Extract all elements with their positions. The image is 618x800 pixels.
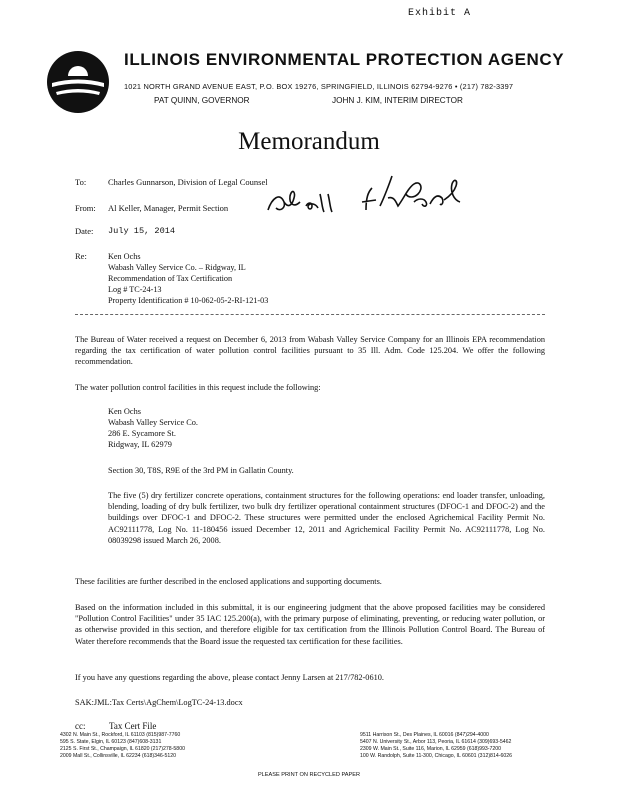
footer-office: 4302 N. Main St., Rockford, IL 61103 (815)987-7760	[60, 732, 181, 738]
paragraph-judgment: Based on the information included in this submittal, it is our engineering judgment that the above proposed facilities may be considered "Pollution Control Facilities" under 35 IAC 125.200(a), with the primary purpose of eliminating, preventing, or reducing water pollution, or as otherwise provided in this section, and therefore eligible for tax certification from the Illinois Pollution Control Board. The Bureau of Water therefore recommends that the Board issue the requested tax certification for these facilities.	[75, 603, 545, 646]
footer-office: 9511 Harrison St., Des Plaines, IL 60016 (847)294-4000	[360, 732, 489, 738]
to-value: Charles Gunnarson, Division of Legal Counsel	[108, 177, 268, 187]
footer-office: 2125 S. First St., Champaign, IL 61820 (217)278-5800	[60, 746, 185, 752]
handwritten-signature	[258, 158, 468, 220]
address-line: Ken Ochs	[108, 407, 141, 416]
paragraph-facilities-intro: The water pollution control facilities in this request include the following:	[75, 383, 321, 392]
cc-value: Tax Cert File	[109, 721, 157, 731]
memo-title: Memorandum	[238, 128, 380, 155]
paragraph-facility-description: The five (5) dry fertilizer concrete operations, containment structures for the following operations: end loader transfer, unloading, blending, loading of dry bulk fertilizer, two bulk dry fertilizer operational containment structures (DFOC-1 and DFOC-2) and the buildings over DFOC-1 and DFOC-2. These structures were permitted under the enclosed Agrichemical Facility Permit No. AC92111778, Log No. 11-180456 issued December 12, 2011 and Agrichemical Facility Permit No. AC92111778, Log No. 08039298 issued March 26, 2008.	[108, 491, 545, 545]
re-line: Ken Ochs	[108, 252, 141, 261]
address-line: 286 E. Sycamore St.	[108, 429, 176, 438]
footer-office: 2309 W. Main St., Suite 116, Marion, IL 62959 (618)993-7200	[360, 746, 502, 752]
address-line: Ridgway, IL 62979	[108, 440, 172, 449]
recycled-paper-note: PLEASE PRINT ON RECYCLED PAPER	[257, 772, 361, 778]
footer-offices-right	[360, 732, 512, 760]
re-line: Property Identification # 10-062-05-2-RI-121-03	[108, 296, 269, 305]
footer-office: 5407 N. University St., Arbor 113, Peoria, IL 61614 (309)693-5462	[360, 739, 512, 745]
footer-office: 2009 Mall St., Collinsville, IL 62234 (618)346-5120	[60, 753, 177, 759]
paragraph-request: The Bureau of Water received a request on December 6, 2013 from Wabash Valley Service Company for an Illinois EPA recommendation regarding the tax certification of water pollution control facilities pursuant to 35 Ill. Adm. Code 125.204. We offer the following recommendation.	[75, 335, 545, 367]
divider-rule	[75, 314, 545, 315]
address-line: Wabash Valley Service Co.	[108, 418, 198, 427]
footer-office: 100 W. Randolph, Suite 11-300, Chicago, IL 60601 (312)814-6026	[360, 753, 512, 759]
date-value: July 15, 2014	[108, 226, 176, 236]
agency-name: ILLINOIS ENVIRONMENTAL PROTECTION AGENCY	[124, 50, 565, 69]
cc-label: cc:	[75, 721, 86, 731]
exhibit-label: Exhibit A	[408, 8, 472, 19]
file-reference: SAK:JML:Tax Certs\AgChem\LogTC-24-13.docx	[75, 698, 243, 707]
date-label: Date:	[75, 226, 94, 236]
paragraph-enclosures: These facilities are further described in the enclosed applications and supporting documents.	[75, 577, 382, 586]
governor-name: PAT QUINN, GOVERNOR	[154, 96, 250, 105]
re-line: Log # TC-24-13	[108, 285, 162, 294]
paragraph-location: Section 30, T8S, R9E of the 3rd PM in Gallatin County.	[108, 466, 294, 475]
from-label: From:	[75, 203, 96, 213]
footer-office: 595 S. State, Elgin, IL 60123 (847)608-3131	[60, 739, 162, 745]
from-value: Al Keller, Manager, Permit Section	[108, 203, 229, 213]
re-label: Re:	[75, 251, 87, 261]
re-line: Wabash Valley Service Co. – Ridgway, IL	[108, 263, 246, 272]
to-label: To:	[75, 177, 87, 187]
agency-logo	[46, 50, 110, 114]
agency-address: 1021 NORTH GRAND AVENUE EAST, P.O. BOX 19276, SPRINGFIELD, ILLINOIS 62794-9276 • (217) 782-3397	[124, 82, 514, 91]
footer-offices-left	[60, 732, 185, 760]
director-name: JOHN J. KIM, INTERIM DIRECTOR	[332, 96, 463, 105]
re-line: Recommendation of Tax Certification	[108, 274, 233, 283]
paragraph-contact: If you have any questions regarding the above, please contact Jenny Larsen at 217/782-0610.	[75, 673, 384, 682]
